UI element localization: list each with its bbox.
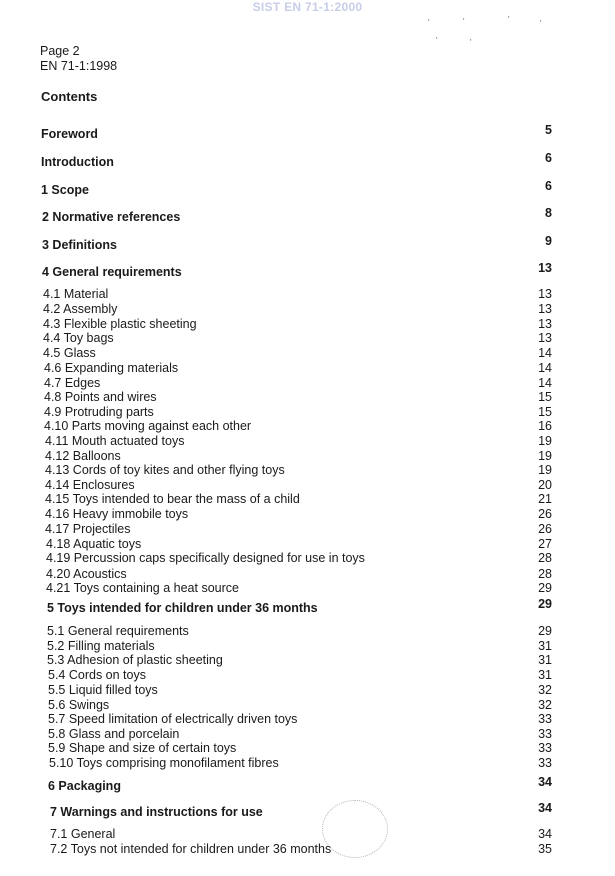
toc-entry	[0, 683, 615, 698]
toc-entry-label: 5.10 Toys comprising monofilament fibres	[49, 756, 279, 770]
toc-entry	[0, 331, 615, 346]
toc-entry-page: 6	[545, 151, 552, 165]
toc-entry	[0, 405, 615, 420]
toc-entry-label: 2 Normative references	[42, 210, 181, 224]
stamp-seal	[322, 800, 388, 858]
toc-entry-page: 33	[538, 712, 552, 726]
toc-entry-label: 4.8 Points and wires	[44, 390, 157, 404]
toc-entry-label: 4.5 Glass	[43, 346, 96, 360]
toc-entry-label: 5.3 Adhesion of plastic sheeting	[47, 653, 223, 667]
toc-entry	[0, 434, 615, 449]
toc-entry-label: 1 Scope	[41, 183, 89, 197]
toc-entry-page: 19	[538, 434, 552, 448]
toc-entry-label: 4.20 Acoustics	[46, 567, 127, 581]
toc-entry	[0, 206, 615, 225]
toc-entry-label: 4.2 Assembly	[43, 302, 118, 316]
toc-entry	[0, 653, 615, 668]
toc-entry-page: 31	[538, 639, 552, 653]
toc-entry-label: 5.9 Shape and size of certain toys	[48, 741, 237, 755]
toc-entry-page: 13	[538, 317, 552, 331]
toc-entry	[0, 775, 615, 794]
toc-entry-page: 34	[538, 827, 552, 841]
toc-entry-page: 33	[538, 741, 552, 755]
toc-entry-label: 7.1 General	[50, 827, 116, 841]
toc-entry-label: 4.12 Balloons	[45, 449, 121, 463]
toc-entry	[0, 419, 615, 434]
watermark: SIST EN 71-1:2000	[252, 0, 363, 14]
toc-entry	[0, 537, 615, 552]
page-header	[40, 44, 117, 74]
toc-entry-label: 5.5 Liquid filled toys	[48, 683, 158, 697]
toc-entry-label: 5 Toys intended for children under 36 months	[47, 601, 318, 615]
toc-entry-label: 5.6 Swings	[48, 698, 110, 712]
toc-entry-label: 4.1 Material	[43, 287, 109, 301]
toc-entry-page: 19	[538, 449, 552, 463]
toc-entry	[0, 712, 615, 727]
toc-entry-page: 32	[538, 683, 552, 697]
toc-entry-page: 15	[538, 405, 552, 419]
toc-entry-label: 4.21 Toys containing a heat source	[46, 581, 239, 595]
toc-entry	[0, 756, 615, 771]
toc-entry-label: 4.9 Protruding parts	[44, 405, 154, 419]
toc-entry-label: 4 General requirements	[42, 265, 182, 279]
toc-entry-page: 29	[538, 581, 552, 595]
toc-entry-label: 6 Packaging	[48, 779, 121, 793]
toc-entry-page: 13	[538, 261, 552, 275]
toc-entry	[0, 478, 615, 493]
toc-entry-label: 7 Warnings and instructions for use	[50, 805, 263, 819]
toc-entry	[0, 317, 615, 332]
page-number: Page 2	[40, 44, 80, 58]
toc-entry-label: 5.8 Glass and porcelain	[48, 727, 180, 741]
toc-entry-page: 29	[538, 624, 552, 638]
toc-entry-label: Introduction	[41, 155, 114, 169]
toc-entry-page: 14	[538, 361, 552, 375]
toc-entry-label: 4.19 Percussion caps specifically designed for use in toys	[46, 551, 365, 565]
toc-entry-page: 5	[545, 123, 552, 137]
toc-entry-page: 13	[538, 287, 552, 301]
toc-entry	[0, 287, 615, 302]
toc-entry-label: 4.4 Toy bags	[43, 331, 114, 345]
toc-entry	[0, 390, 615, 405]
toc-entry-page: 31	[538, 668, 552, 682]
toc-entry-page: 28	[538, 551, 552, 565]
toc-entry-label: 5.4 Cords on toys	[48, 668, 146, 682]
toc-entry-page: 20	[538, 478, 552, 492]
toc-entry	[0, 151, 615, 170]
toc-entry	[0, 727, 615, 742]
toc-entry	[0, 842, 615, 857]
toc-entry-page: 6	[545, 179, 552, 193]
scan-speck: '	[470, 38, 472, 47]
toc-entry-page: 26	[538, 522, 552, 536]
toc-entry-page: 32	[538, 698, 552, 712]
toc-entry-label: 4.17 Projectiles	[45, 522, 131, 536]
toc-entry	[0, 639, 615, 654]
toc-entry-page: 28	[538, 567, 552, 581]
toc-entry-label: 4.14 Enclosures	[45, 478, 135, 492]
toc-entry	[0, 668, 615, 683]
toc-entry-page: 8	[545, 206, 552, 220]
toc-entry-page: 21	[538, 492, 552, 506]
toc-entry	[0, 463, 615, 478]
toc-entry-page: 16	[538, 419, 552, 433]
scan-speck: '	[463, 17, 465, 26]
toc-entry-page: 33	[538, 756, 552, 770]
toc-entry-label: 4.16 Heavy immobile toys	[45, 507, 189, 521]
toc-entry-label: 5.1 General requirements	[47, 624, 189, 638]
toc-entry-label: 4.11 Mouth actuated toys	[45, 434, 185, 448]
toc-entry-label: 5.2 Filling materials	[47, 639, 155, 653]
toc-entry-page: 19	[538, 463, 552, 477]
toc-entry-page: 26	[538, 507, 552, 521]
toc-entry-label: 5.7 Speed limitation of electrically driven toys	[48, 712, 298, 726]
toc-entry	[0, 123, 615, 142]
toc-entry	[0, 179, 615, 198]
scan-speck: '	[508, 15, 510, 24]
toc-entry-label: 4.10 Parts moving against each other	[44, 419, 252, 433]
toc-entry	[0, 567, 615, 582]
toc-entry	[0, 801, 615, 820]
toc-entry-page: 13	[538, 302, 552, 316]
toc-entry	[0, 597, 615, 616]
toc-entry	[0, 551, 615, 566]
toc-entry	[0, 624, 615, 639]
scan-speck: '	[540, 19, 542, 28]
toc-entry-page: 9	[545, 234, 552, 248]
toc-entry-page: 13	[538, 331, 552, 345]
toc-entry-page: 35	[538, 842, 552, 856]
toc-entry-label: 4.3 Flexible plastic sheeting	[43, 317, 197, 331]
toc-entry	[0, 261, 615, 280]
toc-entry-page: 31	[538, 653, 552, 667]
toc-entry-label: Foreword	[41, 127, 98, 141]
toc-entry-page: 14	[538, 376, 552, 390]
toc-entry-label: 4.6 Expanding materials	[44, 361, 179, 375]
toc-entry-page: 33	[538, 727, 552, 741]
toc-entry-label: 4.7 Edges	[44, 376, 101, 390]
scan-speck: '	[436, 36, 438, 45]
standard-id: EN 71-1:1998	[40, 59, 118, 73]
toc-entry	[0, 376, 615, 391]
toc-entry-label: 3 Definitions	[42, 238, 118, 252]
toc-entry-label: 4.13 Cords of toy kites and other flying toys	[45, 463, 285, 477]
toc-entry	[0, 698, 615, 713]
toc-entry-page: 27	[538, 537, 552, 551]
toc-entry	[0, 581, 615, 596]
toc-entry	[0, 449, 615, 464]
toc-entry-label: 7.2 Toys not intended for children under 36 months	[50, 842, 332, 856]
toc-entry	[0, 234, 615, 253]
toc-entry-page: 29	[538, 597, 552, 611]
scan-speck: '	[428, 18, 430, 27]
contents-title: Contents	[41, 89, 98, 104]
toc-entry	[0, 302, 615, 317]
toc-entry	[0, 741, 615, 756]
toc-entry-page: 15	[538, 390, 552, 404]
toc-entry	[0, 346, 615, 361]
toc-entry-page: 14	[538, 346, 552, 360]
toc-entry	[0, 492, 615, 507]
toc-entry-page: 34	[538, 801, 552, 815]
toc-entry	[0, 522, 615, 537]
toc-entry-label: 4.15 Toys intended to bear the mass of a child	[45, 492, 300, 506]
toc-entry	[0, 827, 615, 842]
toc-entry	[0, 507, 615, 522]
toc-entry-label: 4.18 Aquatic toys	[46, 537, 142, 551]
toc-entry-page: 34	[538, 775, 552, 789]
toc-entry	[0, 361, 615, 376]
